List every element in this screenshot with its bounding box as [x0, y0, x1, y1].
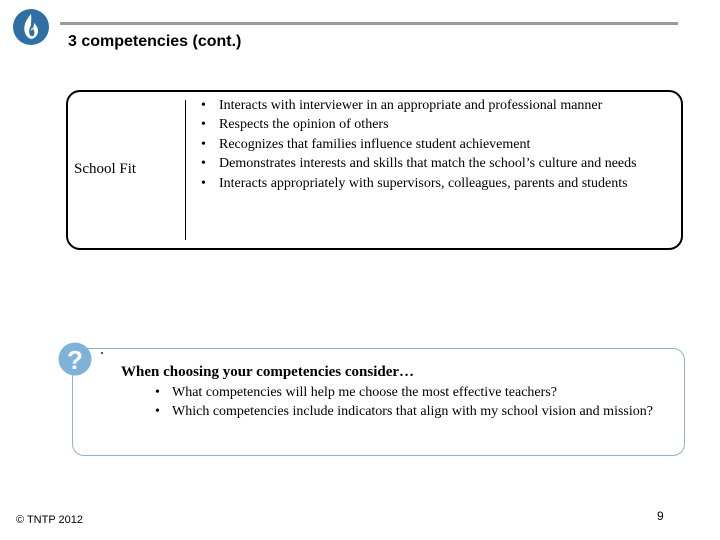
decorative-dot — [101, 352, 103, 354]
slide-title: 3 competencies (cont.) — [68, 33, 242, 50]
question-icon — [58, 342, 92, 376]
list-item: • Respects the opinion of others — [201, 115, 641, 134]
list-item: • Recognizes that families influence student achievement — [201, 135, 641, 154]
list-item: • Which competencies include indicators that align with my school vision and mission? — [155, 402, 655, 421]
consider-heading: When choosing your competencies consider… — [121, 364, 415, 380]
question-glyph: ? — [67, 345, 83, 375]
list-item: • Interacts appropriately with supervisors, colleagues, parents and students — [201, 174, 641, 193]
indicator-list — [201, 96, 641, 193]
copyright-text: © TNTP 2012 — [16, 514, 84, 526]
page-number: 9 — [657, 509, 664, 523]
list-item: • What competencies will help me choose the most effective teachers? — [155, 383, 655, 402]
header-rule — [60, 22, 678, 25]
tntp-logo-icon — [12, 8, 50, 46]
list-item: • Interacts with interviewer in an appropriate and professional manner — [201, 96, 641, 115]
consider-list — [155, 383, 655, 422]
list-item: • Demonstrates interests and skills that match the school’s culture and needs — [201, 154, 641, 173]
competency-divider — [185, 100, 186, 240]
competency-label: School Fit — [74, 161, 137, 177]
